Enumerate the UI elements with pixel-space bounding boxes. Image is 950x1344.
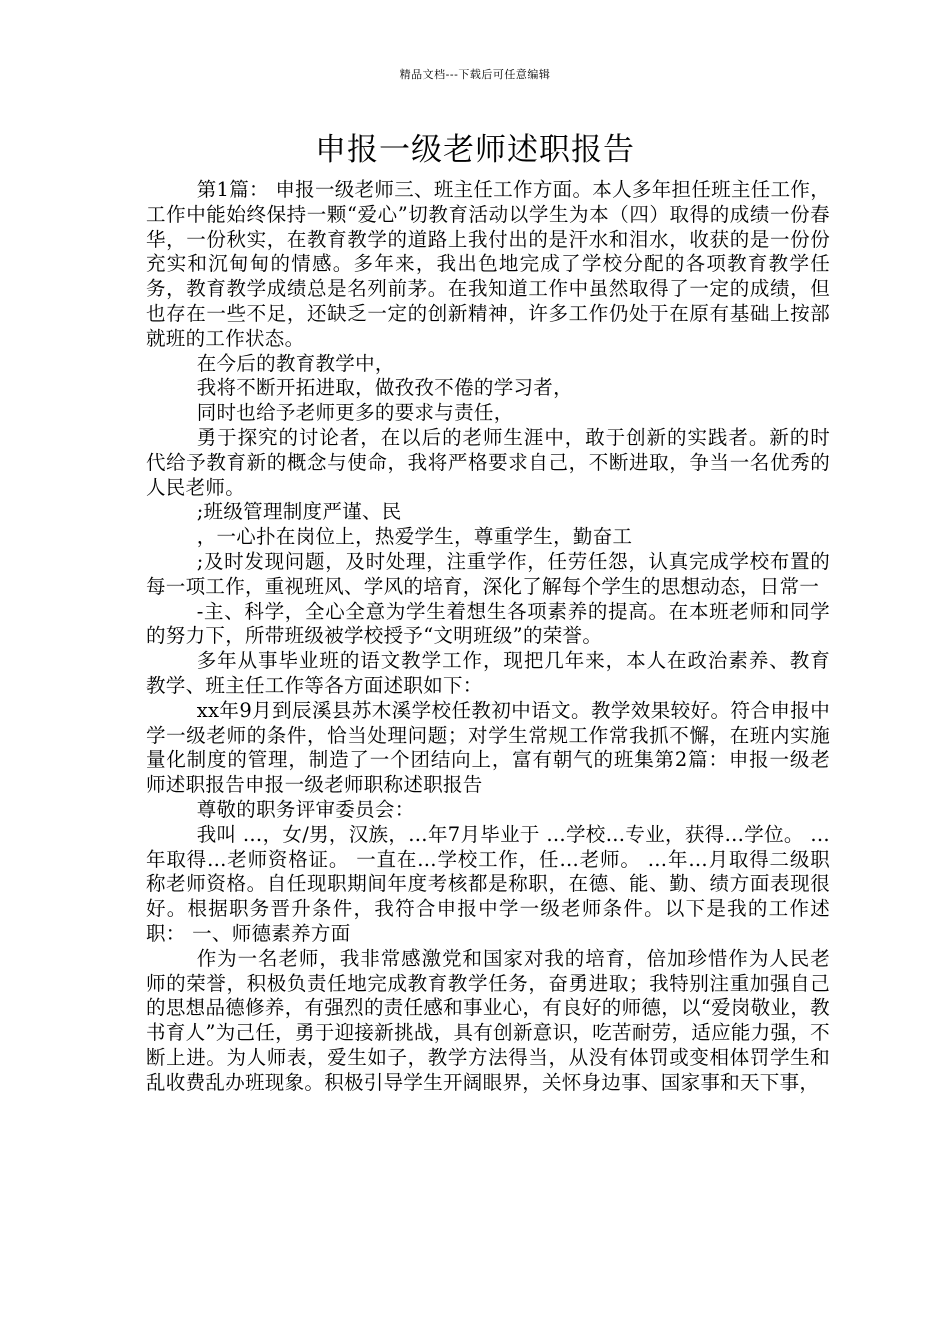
paragraph: 同时也给予老师更多的要求与责任， [196,401,514,425]
header-note: 精品文档---下载后可任意编辑 [399,68,551,81]
paragraph: 作为一名老师，我非常感激党和国家对我的培育，倍加珍惜作为人民老师的荣誉，积极负责任地完成教育教学任务，奋勇进取；我特别注重加强自己的思想品德修养，有强烈的责任感和事业心，有良好的师德，以“爱岗敬业，教书育人”为己任，勇于迎接新挑战，具有创新意识，吃苦耐劳，适应能力强，不断上进。为人师表，爱生如子，教学方法得当，从没有体罚或变相体罚学生和乱收费乱办班现象。积极引导学生开阔眼界，关怀身边事、国家事和天下事， [146,946,830,1094]
paragraph: 勇于探究的讨论者，在以后的老师生涯中，敢于创新的实践者。新的时代给予教育新的概念与使命，我将严格要求自己，不断进取，争当一名优秀的人民老师。 [146,425,830,499]
paragraph: xx年9月到辰溪县苏木溪学校任教初中语文。教学效果较好。符合申报中学一级老师的条件，恰当处理问题；对学生常规工作常我抓不懈，在班内实施量化制度的管理，制造了一个团结向上，富有朝气的班集第2篇：申报一级老师述职报告申报一级老师职称述职报告 [146,698,830,797]
paragraph: ，一心扑在岗位上，热爱学生，尊重学生，勤奋工 [196,525,633,549]
document-title: 申报一级老师述职报告 [315,132,635,168]
paragraph: 我将不断开拓进取，做孜孜不倦的学习者， [196,376,573,400]
paragraph: ;及时发现问题，及时处理，注重学作，任劳任怨，认真完成学校布置的每一项工作，重视班风、学风的培育，深化了解每个学生的思想动态，日常一 [146,549,830,598]
paragraph: ;班级管理制度严谨、民 [196,500,402,524]
paragraph: 第1篇： 申报一级老师三、班主任工作方面。本人多年担任班主任工作，工作中能始终保持一颗“爱心”切教育活动以学生为本（四）取得的成绩一份春华，一份秋实，在教育教学的道路上我付出的是汗水和泪水，收获的是一份份充实和沉甸甸的情感。多年来，我出色地完成了学校分配的各项教育教学任务，教育教学成绩总是名列前茅。在我知道工作中虽然取得了一定的成绩，但也存在一些不足，还缺乏一定的创新精神，许多工作仍处于在原有基础上按部就班的工作状态。 [146,178,830,350]
paragraph: 尊敬的职务评审委员会： [196,797,415,821]
paragraph: 在今后的教育教学中， [196,351,395,375]
document-body [146,178,830,1095]
paragraph: 我叫 …，女/男，汉族，…年7月毕业于 …学校…专业，获得…学位。 …年取得…老师资格证。 一直在…学校工作，任…老师。 …年…月取得二级职称老师资格。自任现职期间年度考核都是称职，在德、能、勤、绩方面表现很好。根据职务晋升条件，我符合申报中学一级老师条件。以下是我的工作述职： 一、师德素养方面 [146,822,830,945]
paragraph: 多年从事毕业班的语文教学工作，现把几年来，本人在政治素养、教育教学、班主任工作等各方面述职如下： [146,649,830,697]
paragraph: -主、科学，全心全意为学生着想生各项素养的提高。在本班老师和同学的努力下，所带班级被学校授予“文明班级”的荣誉。 [146,599,830,648]
